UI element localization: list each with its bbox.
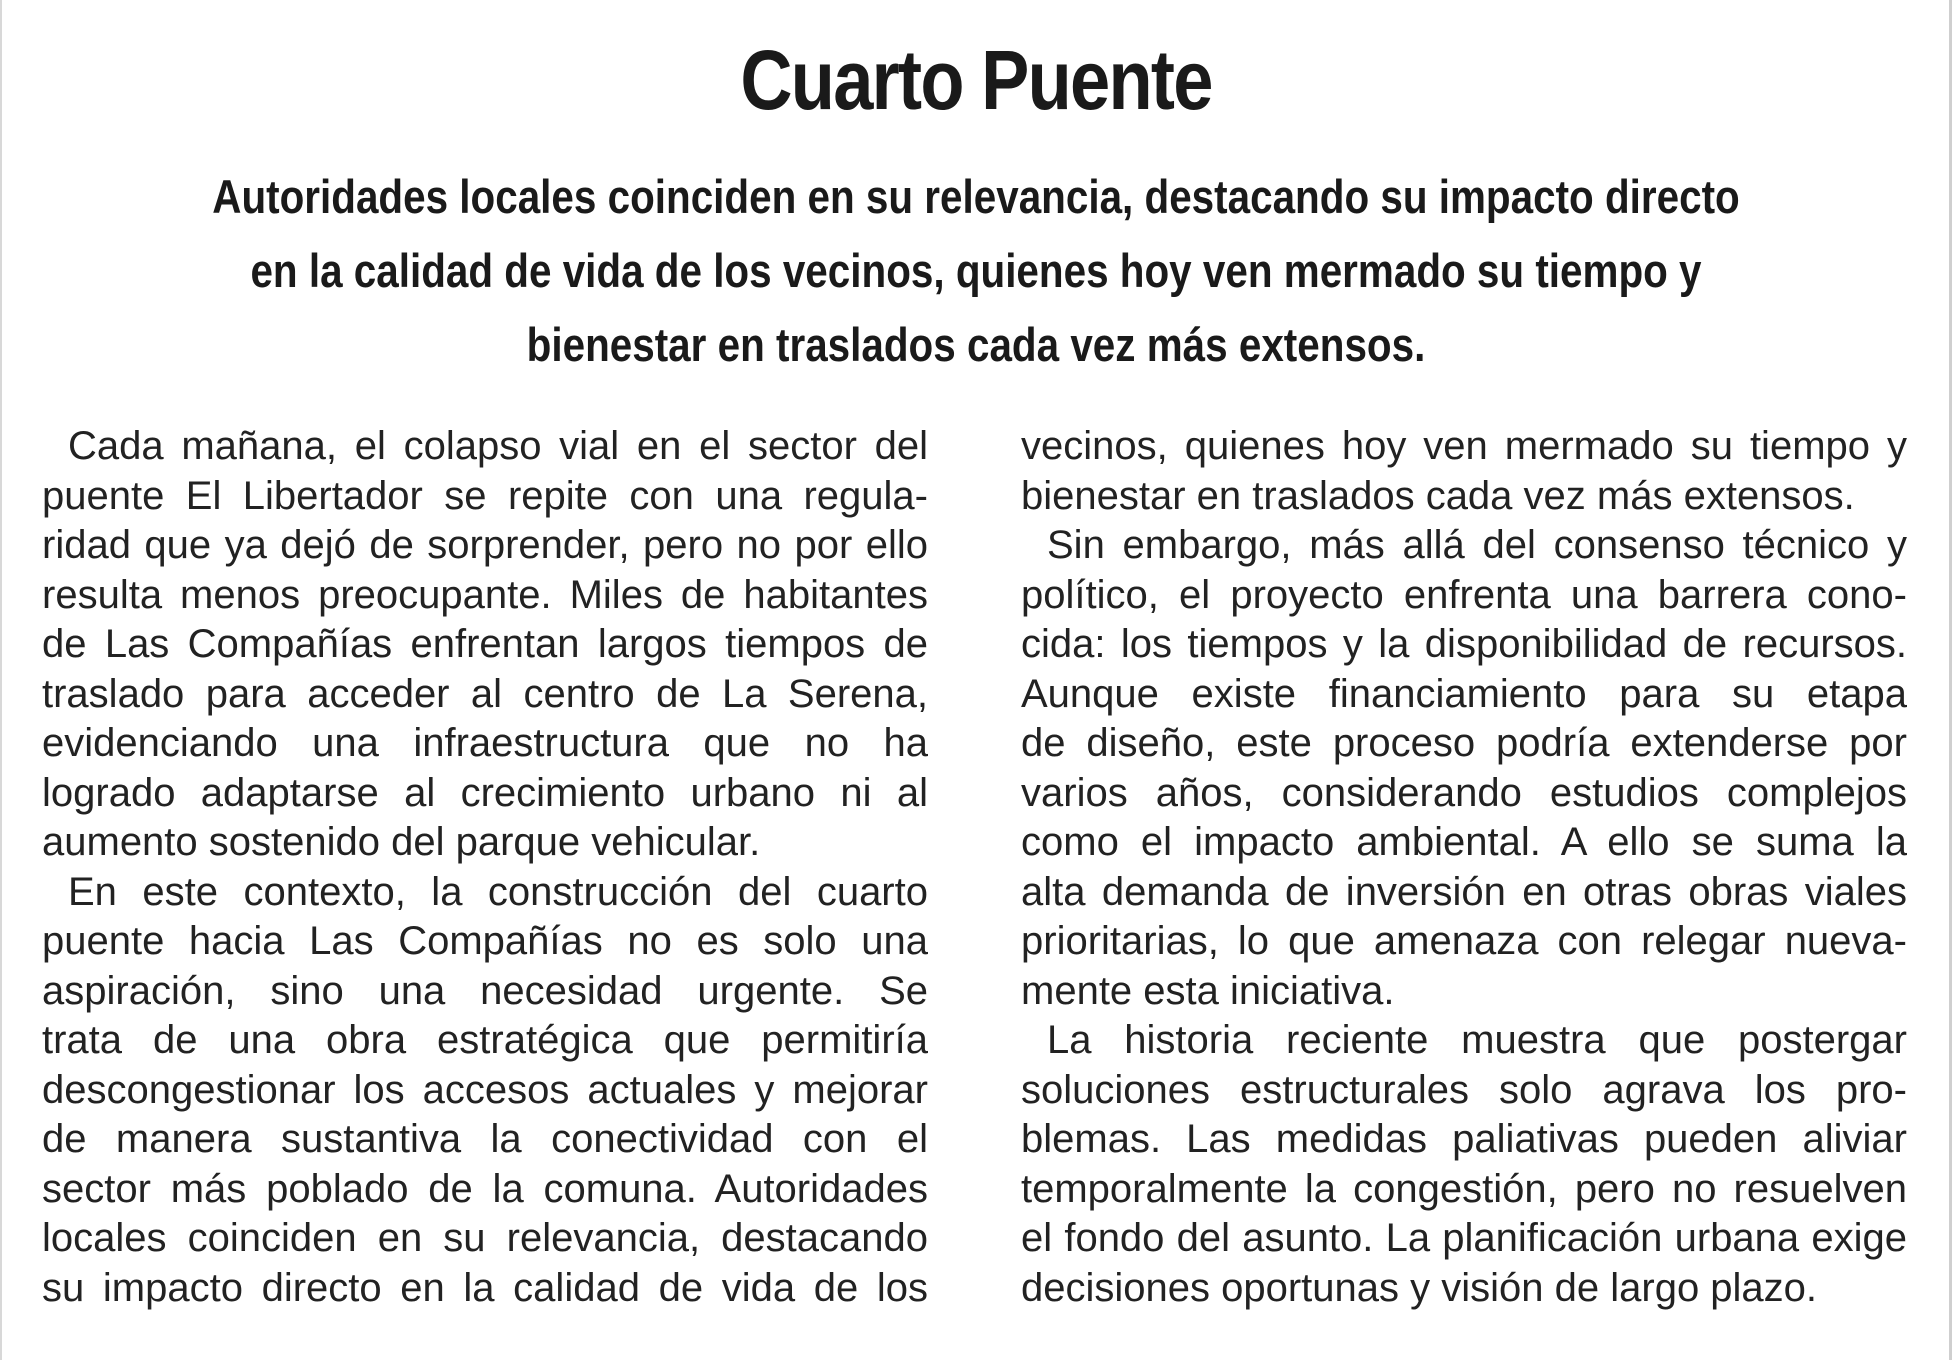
- body-text-line: mente esta iniciativa.: [1021, 968, 1395, 1013]
- article-headline: Cuarto Puente: [740, 33, 1212, 127]
- article-subheadline: [188, 160, 1764, 382]
- body-text-line: En este contexto, la construcción del cuarto: [68, 869, 928, 914]
- subheadline-line: Autoridades locales coinciden en su relevancia, destacando su impacto directo: [212, 170, 1740, 223]
- body-text-line: La historia reciente muestra que postergar: [1047, 1018, 1907, 1062]
- body-text-line: puente El Libertador se repite con una regula-: [42, 473, 928, 518]
- body-text-line: trata de una obra estratégica que permitiría: [42, 1018, 928, 1062]
- body-text-line: locales coinciden en su relevancia, destacando: [42, 1216, 928, 1260]
- body-text-line: evidenciando una infraestructura que no ha: [42, 721, 928, 765]
- body-text-line: de Las Compañías enfrentan largos tiempos de: [42, 622, 928, 666]
- body-text-line: temporalmente la congestión, pero no resuelven: [1021, 1166, 1907, 1211]
- body-text-line: soluciones estructurales solo agrava los pro-: [1021, 1067, 1907, 1112]
- body-text-line: resulta menos preocupante. Miles de habitantes: [42, 572, 928, 617]
- body-text-line: aumento sostenido del parque vehicular.: [42, 820, 761, 864]
- body-text-line: traslado para acceder al centro de La Serena,: [42, 671, 928, 716]
- body-text-line: puente hacia Las Compañías no es solo una: [42, 919, 928, 963]
- body-text-line: de manera sustantiva la conectividad con el: [42, 1117, 928, 1161]
- body-text-line: bienestar en traslados cada vez más extensos.: [1021, 473, 1855, 518]
- body-text-line: político, el proyecto enfrenta una barrera cono-: [1021, 572, 1907, 617]
- body-text-line: alta demanda de inversión en otras obras viales: [1021, 869, 1907, 914]
- body-text-line: prioritarias, lo que amenaza con relegar nueva-: [1021, 919, 1907, 963]
- body-text-line: varios años, considerando estudios complejos: [1021, 770, 1907, 815]
- body-text-line: Sin embargo, más allá del consenso técnico y: [1047, 523, 1907, 567]
- body-text-line: de diseño, este proceso podría extenderse por: [1021, 721, 1907, 765]
- body-text-line: blemas. Las medidas paliativas pueden aliviar: [1021, 1117, 1907, 1161]
- body-text-line: cida: los tiempos y la disponibilidad de recursos.: [1021, 622, 1907, 666]
- body-text-line: ridad que ya dejó de sorprender, pero no por ello: [42, 523, 928, 567]
- body-text-line: su impacto directo en la calidad de vida de los: [42, 1265, 928, 1310]
- article-column-left: [42, 422, 928, 1313]
- body-text-line: sector más poblado de la comuna. Autoridades: [42, 1166, 928, 1211]
- body-text-line: aspiración, sino una necesidad urgente. Se: [42, 968, 928, 1013]
- body-text-line: decisiones oportunas y visión de largo plazo.: [1021, 1265, 1818, 1310]
- page-edge-left: [0, 0, 2, 1360]
- article-column-right: [1021, 422, 1907, 1313]
- body-text-line: logrado adaptarse al crecimiento urbano ni al: [42, 770, 928, 815]
- body-text-line: el fondo del asunto. La planificación urbana exige: [1021, 1216, 1907, 1260]
- subheadline-line: bienestar en traslados cada vez más extensos.: [526, 318, 1426, 371]
- body-text-line: Aunque existe financiamiento para su etapa: [1021, 671, 1907, 716]
- body-text-line: descongestionar los accesos actuales y mejorar: [42, 1067, 928, 1112]
- subheadline-line: en la calidad de vida de los vecinos, quienes hoy ven mermado su tiempo y: [250, 244, 1702, 297]
- body-text-line: vecinos, quienes hoy ven mermado su tiempo y: [1021, 424, 1907, 468]
- body-text-line: Cada mañana, el colapso vial en el sector del: [68, 424, 928, 468]
- body-text-line: como el impacto ambiental. A ello se suma la: [1021, 820, 1907, 864]
